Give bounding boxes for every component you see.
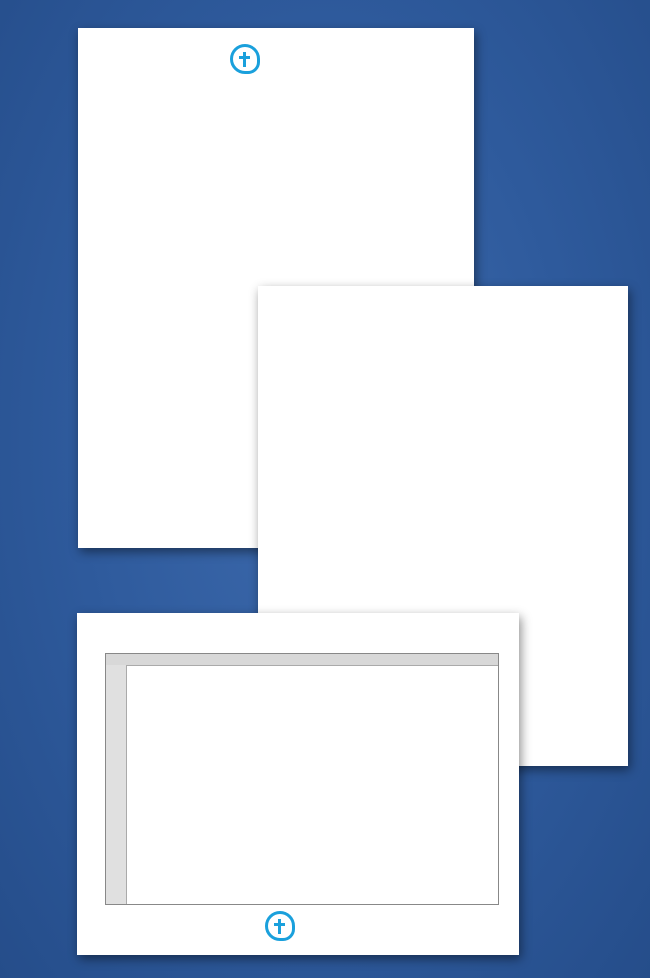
digit-header bbox=[124, 191, 152, 204]
head-cross-icon bbox=[230, 44, 260, 74]
grid-column-header bbox=[106, 654, 498, 666]
digit-letter-table bbox=[124, 191, 208, 204]
numbers-sheet-page bbox=[77, 613, 519, 955]
grid-row-header bbox=[106, 665, 127, 904]
letter-header bbox=[152, 191, 208, 204]
brand-logo-footer bbox=[265, 911, 299, 941]
head-cross-icon bbox=[265, 911, 295, 941]
brand-logo bbox=[230, 44, 264, 74]
numbers-grid bbox=[105, 653, 499, 905]
